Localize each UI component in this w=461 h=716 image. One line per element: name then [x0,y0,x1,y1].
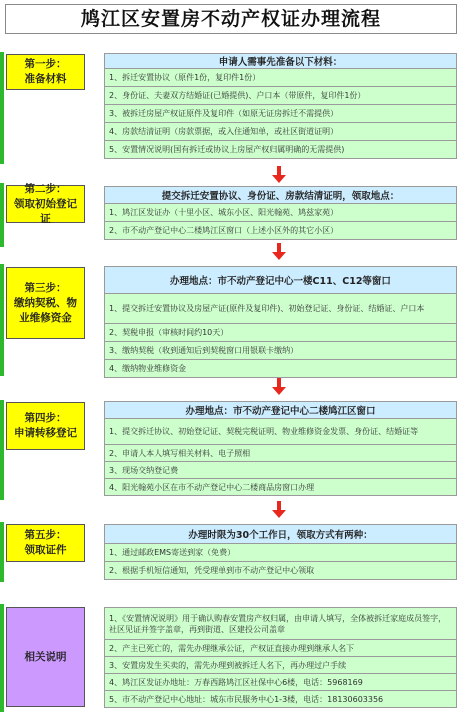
step-3-row: 1、提交拆迁安置协议及房屋产证(原件及复印件)、初始登记证、身份证、结婚证、户口本 [105,294,456,324]
step-3-label: 第三步： 缴纳契税、物 业维修资金 [6,267,85,339]
step-4-label: 第四步： 申请转移登记 [6,402,85,450]
notes-row: 2、产主已死亡的，需先办理继承公证，产权证直接办理到继承人名下 [105,640,456,657]
step-1-table [104,53,457,159]
step-1-row: 3、被拆迁房屋产权证原件及复印件（如原无证房拆迁不需提供） [105,105,456,123]
step-2-row: 1、鸠江区发证办（十里小区、城东小区、阳光翰苑、鸠兹家苑） [105,204,456,222]
down-arrow-icon [273,501,285,518]
step-1-row: 5、安置情况说明(国有拆迁或协议上房屋产权归属明确的无需提供) [105,141,456,159]
notes-row: 4、鸠江区发证办地址：万春西路鸠江区社保中心6楼，电话：5968169 [105,674,456,691]
down-arrow-icon [273,166,285,183]
step-1-header: 申请人需事先准备以下材料： [105,53,456,69]
step-1-row: 4、房款结清证明（房款票据，或入住通知单，或社区街道证明） [105,123,456,141]
step-2-table [104,186,457,240]
left-green-bar [0,183,4,247]
left-green-bar [0,604,4,712]
step-2-row: 2、市不动产登记中心二楼鸠江区窗口（上述小区外的其它小区） [105,222,456,240]
left-green-bar [0,52,4,164]
step-3-row: 3、缴纳契税（收到通知后到契税窗口用银联卡缴纳） [105,342,456,360]
notes-row: 5、市不动产登记中心地址：城东市民服务中心1-3楼，电话：18130603356 [105,691,456,708]
step-4-header: 办理地点：市不动产登记中心二楼鸠江区窗口 [105,401,456,419]
page-title: 鸠江区安置房不动产权证办理流程 [5,4,457,34]
step-5-row: 1、通过邮政EMS寄送到家（免费） [105,544,456,562]
step-1-row: 2、身份证、夫妻双方结婚证(已婚提供)、户口本（带原件，复印件1份） [105,87,456,105]
step-1-label: 第一步： 准备材料 [6,54,85,90]
left-green-bar [0,264,4,376]
step-3-header: 办理地点：市不动产登记中心一楼C11、C12等窗口 [105,266,456,294]
step-5-table [104,524,457,580]
step-4-row: 4、阳光翰苑小区在市不动产登记中心二楼商品房窗口办理 [105,479,456,496]
step-5-label: 第五步： 领取证件 [6,524,85,562]
step-4-row: 1、提交拆迁协议、初始登记证、契税完税证明、物业维修资金发票、身份证、结婚证等 [105,419,456,445]
step-1-row: 1、拆迁安置协议（原件1份，复印件1份） [105,69,456,87]
step-3-row: 2、契税申报（审核时间约10天） [105,324,456,342]
step-4-row: 3、现场交纳登记费 [105,462,456,479]
notes-row: 3、安置房发生买卖的，需先办理到被拆迁人名下，再办理过户手续 [105,657,456,674]
step-4-table [104,401,457,496]
left-green-bar [0,400,4,500]
step-4-row: 2、申请人本人填写相关材料、电子照相 [105,445,456,462]
step-5-header: 办理时限为30个工作日，领取方式有两种： [105,524,456,544]
step-3-table [104,266,457,378]
notes-row: 1、《安置情况说明》用于确认购春安置房产权归属，由申请人填写，全体被拆迁家庭成员签字，社区见证并签字盖章，再到街道、区建投公司盖章 [105,608,456,640]
step-5-row: 2、根据手机短信通知，凭受理单到市不动产登记中心领取 [105,562,456,580]
step-3-row: 4、缴纳物业维修资金 [105,360,456,378]
step-2-header: 提交拆迁安置协议、身份证、房款结清证明，领取地点： [105,186,456,204]
left-green-bar [0,522,4,582]
down-arrow-icon [273,378,285,395]
down-arrow-icon [273,243,285,260]
notes-table [104,607,457,708]
step-2-label: 第二步： 领取初始登记 证 [6,185,85,223]
notes-label: 相关说明 [6,607,85,707]
